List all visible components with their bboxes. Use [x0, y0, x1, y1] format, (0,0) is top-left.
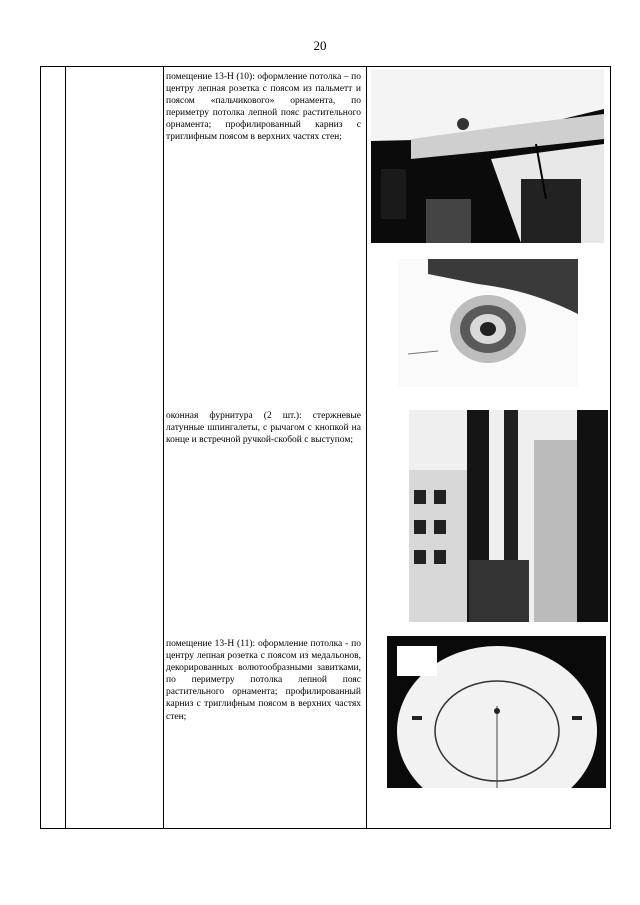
row-text-2: оконная фурнитура (2 шт.): стержневые латунные шпингалеты, с рычагом с кнопкой на конце и встречной ручкой-скобой с выступом;: [166, 411, 361, 446]
page-number: 20: [313, 38, 327, 53]
window-hardware-photo: [409, 410, 608, 622]
document-table: [40, 66, 611, 829]
column-divider: [65, 67, 66, 828]
ceiling-photo-2: [387, 636, 606, 788]
ceiling-photo-1: [371, 69, 604, 243]
rosette-photo-1: [398, 259, 578, 387]
row-text-1: помещение 13-Н (10): оформление потолка – по центру лепная розетка с поясом из пальметт и поясом «пальчикового» орнамента, по периметру потолка лепной пояс растительного орнамента; профилированный карниз с триглифным поясом в верхних частях стен;: [166, 72, 361, 143]
row-text-3: помещение 13-Н (11): оформление потолка - по центру лепная розетка с поясом из медальонов, декорированных волютообразными завитками, по периметру потолка лепной пояс растительного орнамента; профилированный карниз с триглифным поясом в верхних частях стен;: [166, 639, 361, 722]
column-divider: [366, 67, 367, 828]
column-divider: [163, 67, 164, 828]
